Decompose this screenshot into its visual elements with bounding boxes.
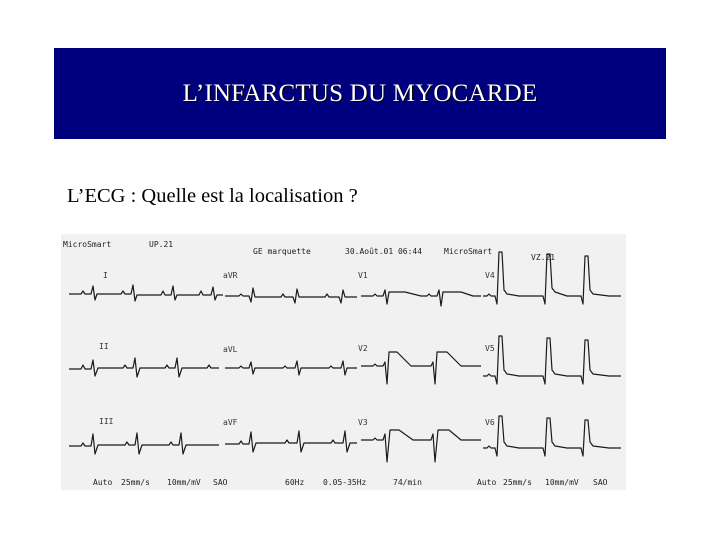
lead-label-II: II xyxy=(99,342,109,351)
ecg-device-right: MicroSmart xyxy=(444,247,493,256)
ecg-date-time: 30.Août.01 06:44 xyxy=(345,247,423,256)
lead-label-V3: V3 xyxy=(358,418,368,427)
lead-label-V5: V5 xyxy=(485,344,495,353)
ecg-footer-auto: Auto xyxy=(93,478,113,487)
ecg-row-3-trace xyxy=(69,416,621,462)
ecg-device-left: MicroSmart xyxy=(63,240,112,249)
lead-label-V2: V2 xyxy=(358,344,368,353)
lead-label-I: I xyxy=(103,271,108,280)
ecg-row-2-trace xyxy=(69,336,621,384)
lead-label-V4: V4 xyxy=(485,271,495,280)
lead-label-V1: V1 xyxy=(358,271,368,280)
ecg-footer-speed: 25mm/s xyxy=(121,478,150,487)
ecg-footer-mains: 60Hz xyxy=(285,478,305,487)
slide-title: L’INFARCTUS DU MYOCARDE xyxy=(182,79,538,107)
ecg-brand: GE marquette xyxy=(253,247,311,256)
ecg-footer-gain-2: 10mm/mV xyxy=(545,478,579,487)
ecg-footer-gain: 10mm/mV xyxy=(167,478,201,487)
ecg-code-right: VZ.21 xyxy=(531,253,556,262)
lead-label-V6: V6 xyxy=(485,418,495,427)
ecg-footer-auto-2: Auto xyxy=(477,478,497,487)
slide-question: L’ECG : Quelle est la localisation ? xyxy=(67,185,358,207)
lead-label-aVR: aVR xyxy=(223,271,238,280)
title-banner xyxy=(54,48,666,139)
lead-label-III: III xyxy=(99,417,114,426)
ecg-footer-filter: 0.05-35Hz xyxy=(323,478,367,487)
ecg-image xyxy=(61,234,626,490)
ecg-footer-sao-2: SAO xyxy=(593,478,608,487)
lead-label-aVL: aVL xyxy=(223,345,238,354)
ecg-footer-rate: 74/min xyxy=(393,478,422,487)
ecg-tracing xyxy=(61,234,626,490)
ecg-code-left: UP.21 xyxy=(149,240,174,249)
ecg-footer-speed-2: 25mm/s xyxy=(503,478,532,487)
ecg-footer-sao: SAO xyxy=(213,478,228,487)
lead-label-aVF: aVF xyxy=(223,418,238,427)
